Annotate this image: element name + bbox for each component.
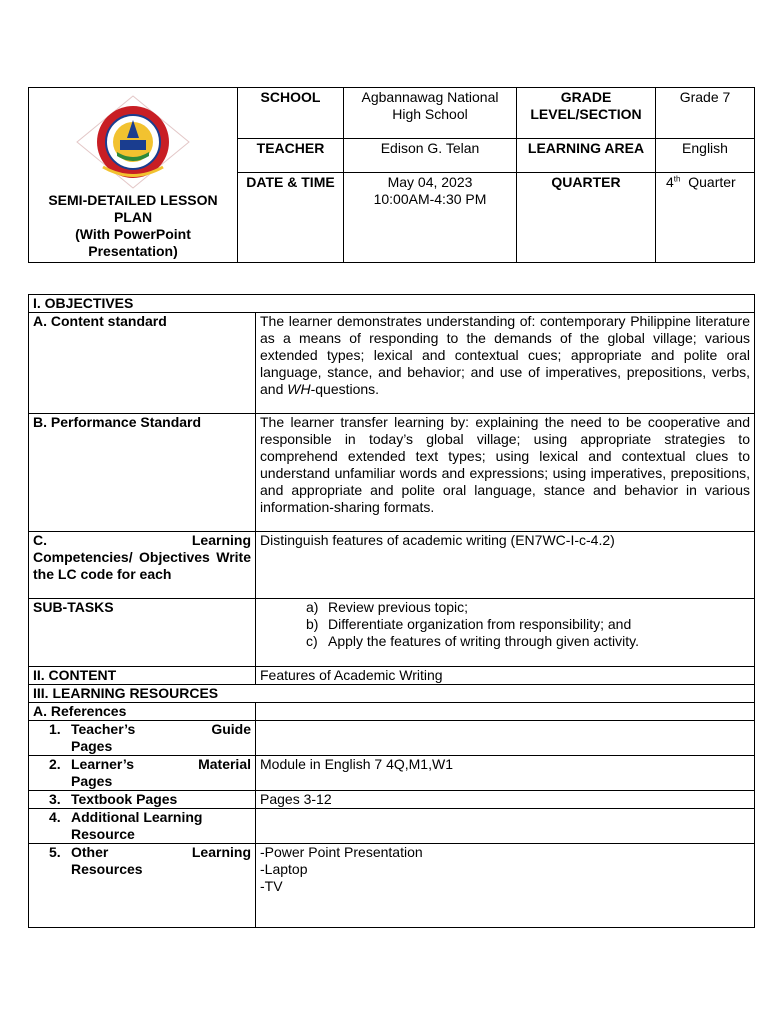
content-standard-text: The learner demonstrates understanding of: contemporary Philippine literature as a means of responding to the demands of the global village; various extended types; lexical and contextual cues; appropriate and polite oral language, stance, and behavior; and use of imperatives, prepositions, verbs, and WH-questions.	[256, 313, 755, 414]
teacher-value: Edison G. Telan	[344, 139, 517, 173]
school-label: SCHOOL	[238, 88, 344, 139]
header-table	[28, 87, 755, 263]
teacher-label: TEACHER	[238, 139, 344, 173]
grade-label: GRADE LEVEL/SECTION	[517, 88, 656, 139]
resource-value-textbook: Pages 3-12	[256, 791, 755, 809]
subtasks-list	[256, 599, 755, 667]
school-seal	[33, 92, 233, 192]
content-heading: II. CONTENT	[29, 667, 256, 685]
list-item: b) Differentiate organization from responsibility; and	[306, 616, 632, 632]
quarter-label: QUARTER	[517, 173, 656, 263]
resource-item-teachers-guide: 1. Teacher’s Guide Pages	[29, 721, 256, 756]
list-item: a) Review previous topic;	[306, 599, 469, 615]
content-value: Features of Academic Writing	[256, 667, 755, 685]
resources-heading: III. LEARNING RESOURCES	[29, 685, 755, 703]
performance-standard-label: B. Performance Standard	[29, 414, 256, 532]
logo-cell	[29, 88, 238, 263]
school-seal-icon	[73, 92, 193, 192]
objectives-heading: I. OBJECTIVES	[29, 295, 755, 313]
resource-item-learners-material: 2. Learner’s Material Pages	[29, 756, 256, 791]
area-value: English	[656, 139, 755, 173]
resource-value-learners-material: Module in English 7 4Q,M1,W1	[256, 756, 755, 791]
date-label: DATE & TIME	[238, 173, 344, 263]
resource-item-additional: 4. Additional Learning Resource	[29, 809, 256, 844]
resource-item-other: 5. Other Learning Resources	[29, 844, 256, 928]
subtasks-label: SUB-TASKS	[29, 599, 256, 667]
resource-value-additional	[256, 809, 755, 844]
performance-standard-text: The learner transfer learning by: explaining the need to be cooperative and responsible in today’s global village; using appropriate strategies to comprehend extended text types; using lexical and contextual clues to understand unfamiliar words and expressions; using imperatives, prepositions, and appropriate and polite oral language, stance and behavior in various information-sharing formats.	[256, 414, 755, 532]
competency-text: Distinguish features of academic writing (EN7WC-I-c-4.2)	[256, 532, 755, 599]
lesson-table	[28, 294, 755, 928]
resource-value-other: -Power Point Presentation -Laptop -TV	[256, 844, 755, 928]
references-label: A. References	[29, 703, 256, 721]
quarter-value: 4th Quarter	[656, 173, 755, 263]
resource-item-textbook: 3. Textbook Pages	[29, 791, 256, 809]
plan-title: SEMI-DETAILED LESSON PLAN (With PowerPoint Presentation)	[48, 192, 218, 259]
list-item: c) Apply the features of writing through given activity.	[306, 633, 640, 649]
competency-label: C. Learning Competencies/ Objectives Write the LC code for each	[29, 532, 256, 599]
references-value	[256, 703, 755, 721]
school-value: Agbannawag National High School	[344, 88, 517, 139]
date-value: May 04, 2023 10:00AM-4:30 PM	[344, 173, 517, 263]
resource-value-teachers-guide	[256, 721, 755, 756]
grade-value: Grade 7	[656, 88, 755, 139]
area-label: LEARNING AREA	[517, 139, 656, 173]
content-standard-label: A. Content standard	[29, 313, 256, 414]
